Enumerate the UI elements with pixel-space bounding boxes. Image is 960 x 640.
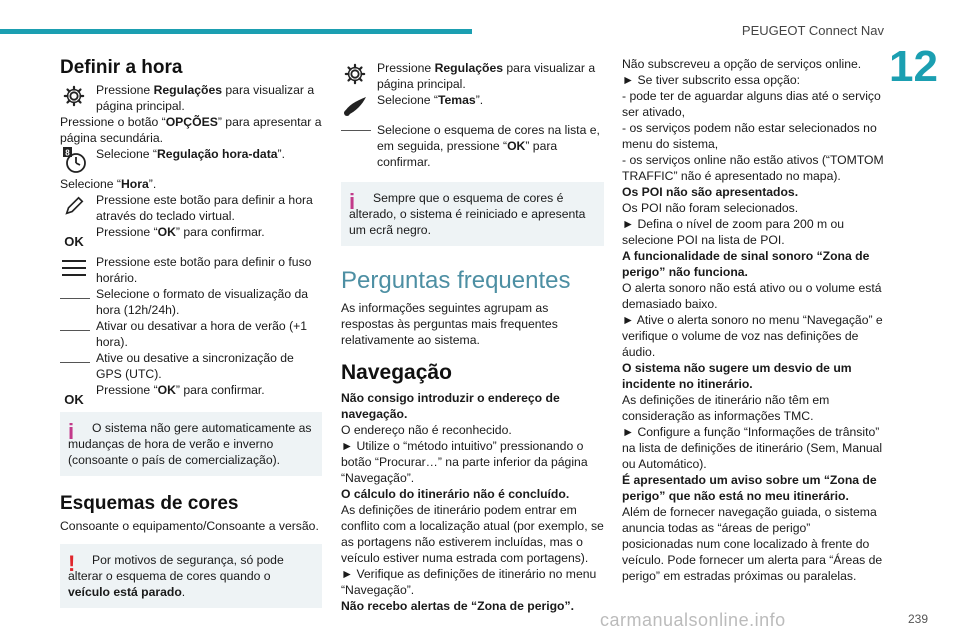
pencil-icon	[60, 192, 88, 220]
faq-answer: O endereço não é reconhecido.	[341, 423, 512, 437]
toggle-line-icon	[60, 362, 90, 363]
faq-answer: Os POI não foram selecionados.	[622, 201, 799, 215]
text: Pressione “	[96, 383, 158, 397]
step-options	[60, 114, 322, 146]
gear-icon	[341, 60, 369, 88]
theme-brush-icon	[341, 92, 369, 120]
text: ”.	[475, 93, 484, 107]
faq-question: Os POI não são apresentados.	[622, 185, 799, 199]
text: Pressione “	[96, 225, 158, 239]
faq-question: O sistema não sugere um desvio de um incidente no itinerário.	[622, 361, 852, 391]
faq-answer: As definições de itinerário podem entrar em conflito com a localização atual (por exemplo, se as portagens não estiverem incluídas, mas o veículo estiver numa estrada com portagens).	[341, 503, 604, 565]
step-settings	[60, 82, 322, 114]
page-number: 239	[907, 612, 928, 626]
text: ”.	[148, 177, 157, 191]
faq-question: O cálculo do itinerário não é concluído.	[341, 487, 570, 501]
text-bold: OPÇÕES	[165, 115, 218, 129]
section-title-color-schemes: Esquemas de cores	[60, 493, 239, 514]
text: Ative ou desative a sincronização de GPS (UTC).	[96, 351, 294, 381]
text: para visualizar a página principal.	[377, 61, 596, 91]
text: Selecione o formato de visualização da hora (12h/24h).	[96, 287, 309, 317]
faq-question: Não recebo alertas de “Zona de perigo”.	[341, 599, 574, 613]
faq-question: A funcionalidade de sinal sonoro “Zona de perigo” não funciona.	[622, 249, 870, 279]
column-2	[341, 56, 604, 614]
watermark: carmanualsonline.info	[600, 610, 786, 630]
faq-answer: - os serviços online não estão ativos (“TOMTOM TRAFFIC” não é apresentado no mapa).	[622, 153, 884, 183]
faq-answer: - pode ter de aguardar alguns dias até o serviço ser ativado,	[622, 89, 881, 119]
text: Ativar ou desativar a hora de verão (+1 hora).	[96, 319, 308, 349]
faq-answer: ► Configure a função “Informações de trânsito” na lista de definições de itinerário (Sem, Manual ou Automático).	[622, 425, 883, 471]
text: Pressione	[96, 83, 154, 97]
section-title-set-time: Definir a hora	[60, 57, 183, 78]
note-text: O sistema não gere automaticamente as mudanças de hora de verão e inverno (consoante o país de comercialização).	[68, 421, 312, 467]
text: Pressione este botão para definir o fuso horário.	[96, 255, 312, 285]
gear-icon	[60, 82, 88, 110]
header-title: PEUGEOT Connect Nav	[741, 23, 884, 38]
text: ” para confirmar.	[377, 139, 558, 169]
faq-answer: ► Defina o nível de zoom para 200 m ou selecione POI na lista de POI.	[622, 217, 845, 247]
text: Pressione	[377, 61, 435, 75]
faq-answer: - os serviços podem não estar selecionados no menu do sistema,	[622, 121, 877, 151]
step-keyboard	[60, 192, 322, 224]
warning-note	[60, 544, 322, 608]
clock-number-icon	[60, 146, 88, 174]
step-select-time-date	[60, 146, 322, 162]
column-1	[60, 56, 322, 608]
text-bold: OK	[157, 383, 176, 397]
faq-answer: ► Se tiver subscrito essa opção:	[622, 73, 801, 87]
info-note-time	[60, 412, 322, 476]
step-summer-time	[60, 318, 322, 350]
step-choose-scheme	[341, 122, 604, 170]
text-bold: Temas	[437, 93, 476, 107]
faq-answer: Além de fornecer navegação guiada, o sistema anuncia todas as “áreas de perigo” posicionadas num cone localizado à frente do veículo. Pode fornecer um alerta para “Áreas de perigo” em estradas próximas ou paralelas.	[622, 505, 883, 583]
text: Selecione “	[60, 177, 121, 191]
step-timezone	[60, 254, 322, 286]
text-bold: OK	[507, 139, 526, 153]
note-text-bold: veículo está parado	[68, 585, 182, 599]
list-line-icon	[341, 130, 371, 131]
text-bold: OK	[157, 225, 176, 239]
header-accent-bar	[0, 29, 472, 34]
text: ” para apresentar a página secundária.	[60, 115, 322, 145]
text: ” para confirmar.	[175, 383, 265, 397]
faq-intro: As informações seguintes agrupam as respostas às perguntas mais frequentes relativamente ao sistema.	[341, 301, 558, 347]
chapter-number: 12	[889, 42, 938, 91]
faq-answer: ► Ative o alerta sonoro no menu “Navegação” e verifique o volume de voz nas definições de áudio.	[622, 313, 883, 359]
step-select-hour	[60, 176, 322, 192]
text-bold: Regulação hora-data	[156, 147, 278, 161]
text: ”.	[277, 147, 285, 161]
text-bold: Hora	[120, 177, 149, 191]
text: Consoante o equipamento/Consoante a versão.	[60, 519, 319, 533]
ok-icon: OK	[64, 392, 84, 407]
step-ok-1	[60, 224, 322, 249]
toggle-line-icon	[60, 298, 90, 299]
faq-question: Não consigo introduzir o endereço de navegação.	[341, 391, 560, 421]
ok-icon: OK	[64, 234, 84, 249]
faq-question: É apresentado um aviso sobre um “Zona de perigo” que não está no meu itinerário.	[622, 473, 877, 503]
note-text: .	[181, 585, 186, 599]
faq-answer: Não subscreveu a opção de serviços online.	[622, 57, 862, 71]
section-title-navigation: Navegação	[341, 361, 452, 384]
text: Pressione este botão para definir a hora através do teclado virtual.	[96, 193, 313, 223]
note-text: Sempre que o esquema de cores é alterado, o sistema é reiniciado e apresenta um ecrã negro.	[349, 191, 586, 237]
text: Selecione o esquema de cores na lista e, em seguida, pressione “	[377, 123, 600, 153]
note-text: Por motivos de segurança, só pode alterar o esquema de cores quando o	[68, 553, 284, 583]
info-icon: i	[349, 189, 356, 214]
step-themes	[341, 92, 604, 108]
step-settings-2	[341, 60, 604, 92]
text-bold: Regulações	[434, 61, 504, 75]
info-note-scheme	[341, 182, 604, 246]
faq-answer: As definições de itinerário não têm em consideração as informações TMC.	[622, 393, 830, 423]
text: Selecione “	[96, 147, 157, 161]
step-ok-2	[60, 382, 322, 407]
step-format	[60, 286, 322, 318]
text-bold: Regulações	[153, 83, 223, 97]
faq-answer: O alerta sonoro não está ativo ou o volume está demasiado baixo.	[622, 281, 882, 311]
column-3	[622, 56, 884, 584]
warning-icon: !	[68, 551, 76, 576]
faq-answer: ► Verifique as definições de itinerário no menu “Navegação”.	[341, 567, 597, 597]
faq-answer: ► Utilize o “método intuitivo” pressionando o botão “Procurar…” na parte inferior da página “Navegação”.	[341, 439, 588, 485]
list-icon	[60, 254, 88, 282]
svg-text:8: 8	[65, 148, 70, 158]
text: Pressione o botão “	[60, 115, 166, 129]
text: ” para confirmar.	[175, 225, 265, 239]
info-icon: i	[68, 419, 75, 444]
text: Selecione “	[377, 93, 438, 107]
step-gps-sync	[60, 350, 322, 382]
text: para visualizar a página principal.	[96, 83, 315, 113]
faq-title: Perguntas frequentes	[341, 267, 571, 294]
toggle-line-icon	[60, 330, 90, 331]
